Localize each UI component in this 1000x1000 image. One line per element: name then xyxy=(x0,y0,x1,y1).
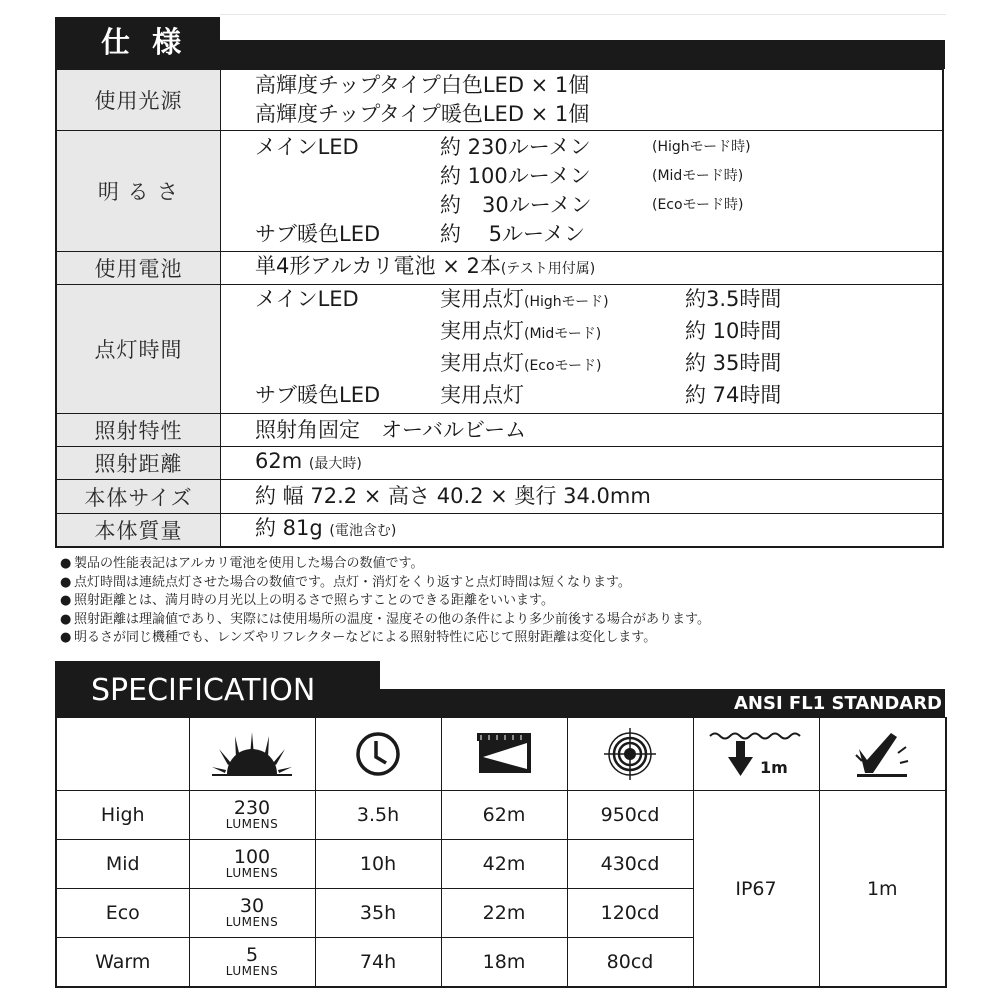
mode-note: (Highモード時) xyxy=(652,139,751,155)
distance-cell: 18m xyxy=(441,938,567,988)
note-item: ● 照射距離とは、満月時の月光以上の明るさで照らすことのできる距離をいいます。 xyxy=(60,593,554,608)
water-resistance-value: IP67 xyxy=(693,791,819,988)
note-item: ● 明るさが同じ機種でも、レンズやリフレクターなどによる照射特性に応じて照射距離は変化します。 xyxy=(60,630,657,645)
mode-label: Eco xyxy=(56,889,189,938)
runtime-time: 約 35時間 xyxy=(685,351,782,375)
led-name: サブ暖色LED xyxy=(255,383,381,407)
lumens-cell: 100 LUMENS xyxy=(189,840,315,889)
intensity-cell: 80cd xyxy=(567,938,693,988)
runtime-grid xyxy=(255,285,942,413)
runtime-time: 約 10時間 xyxy=(685,319,782,343)
mode-note: (Midモード時) xyxy=(652,168,744,184)
runtime-mode: 実用点灯(Highモード) xyxy=(440,287,609,311)
beam-distance-icon xyxy=(441,718,567,791)
spec-row-brightness xyxy=(56,131,943,252)
led-name: メインLED xyxy=(255,135,359,159)
runtime-mode: 実用点灯(Ecoモード) xyxy=(440,351,602,375)
row-value: 約 幅 72.2 × 高さ 40.2 × 奥行 34.0mm xyxy=(221,480,944,514)
spec-row-size xyxy=(56,480,943,514)
run-time-icon xyxy=(315,718,441,791)
led-name xyxy=(255,317,440,349)
runtime-cell: 35h xyxy=(315,889,441,938)
mode-label: Mid xyxy=(56,840,189,889)
runtime-cell: 10h xyxy=(315,840,441,889)
top-divider xyxy=(220,14,946,15)
lumens-cell: 230 LUMENS xyxy=(189,791,315,840)
impact-resistance-value: 1m xyxy=(819,791,946,988)
spec-row-weight xyxy=(56,514,943,548)
row-value: 照射角固定 オーバルビーム xyxy=(221,414,944,447)
light-source-line: 高輝度チップタイプ暖色LED × 1個 xyxy=(255,102,590,126)
distance-cell: 62m xyxy=(441,791,567,840)
row-label: 照射特性 xyxy=(56,414,221,447)
distance-cell: 42m xyxy=(441,840,567,889)
row-label: 使用光源 xyxy=(56,70,221,131)
row-value: 62m (最大時) xyxy=(221,447,944,480)
brightness-grid xyxy=(255,133,942,249)
runtime-cell: 3.5h xyxy=(315,791,441,840)
mode-label: High xyxy=(56,791,189,840)
spec-en-table xyxy=(55,717,947,988)
led-name xyxy=(255,162,440,191)
mode-row-high xyxy=(56,791,946,840)
runtime-cell: 74h xyxy=(315,938,441,988)
spec-jp-title: 仕 様 xyxy=(55,17,220,67)
spec-row-beam-type xyxy=(56,414,943,447)
impact-resistance-icon xyxy=(819,718,946,791)
row-label: 照射距離 xyxy=(56,447,221,480)
led-name xyxy=(255,191,440,220)
row-value xyxy=(221,70,944,131)
spec-row-beam-distance xyxy=(56,447,943,480)
water-resistance-icon xyxy=(693,718,819,791)
lumen-value: 約 30ルーメン xyxy=(440,193,592,217)
intensity-cell: 430cd xyxy=(567,840,693,889)
note-item: ● 製品の性能表記はアルカリ電池を使用した場合の数値です。 xyxy=(60,556,424,571)
runtime-time: 約3.5時間 xyxy=(685,287,782,311)
water-icon-label: 1m xyxy=(760,758,788,777)
mode-note xyxy=(640,220,942,249)
spec-en-title: SPECIFICATION xyxy=(55,661,380,717)
peak-beam-intensity-icon xyxy=(567,718,693,791)
row-label: 本体サイズ xyxy=(56,480,221,514)
mode-note: (Ecoモード時) xyxy=(652,197,744,213)
row-value xyxy=(221,131,944,252)
led-name: メインLED xyxy=(255,287,359,311)
battery-note: (テスト用付属) xyxy=(500,261,596,277)
runtime-time: 約 74時間 xyxy=(685,383,782,407)
lumens-cell: 30 LUMENS xyxy=(189,889,315,938)
light-output-icon xyxy=(189,718,315,791)
spec-row-runtime xyxy=(56,285,943,414)
battery-value: 単4形アルカリ電池 × 2本 xyxy=(255,254,501,278)
row-value xyxy=(221,285,944,414)
led-name xyxy=(255,349,440,381)
row-label: 点灯時間 xyxy=(56,285,221,414)
led-name: サブ暖色LED xyxy=(255,222,381,246)
row-label: 使用電池 xyxy=(56,252,221,285)
spec-row-light-source xyxy=(56,70,943,131)
lumen-value: 約 230ルーメン xyxy=(440,135,591,159)
runtime-mode: 実用点灯(Midモード) xyxy=(440,319,602,343)
spec-notes xyxy=(60,555,710,648)
distance-cell: 22m xyxy=(441,889,567,938)
icon-row xyxy=(56,718,946,791)
lumen-value: 約 100ルーメン xyxy=(440,164,591,188)
note-item: ● 点灯時間は連続点灯させた場合の数値です。点灯・消灯をくり返すと点灯時間は短くなります。 xyxy=(60,574,631,590)
row-label: 明 る さ xyxy=(56,131,221,252)
spec-jp-table xyxy=(55,69,944,548)
runtime-mode: 実用点灯 xyxy=(440,383,524,407)
light-source-line: 高輝度チップタイプ白色LED × 1個 xyxy=(255,73,590,97)
intensity-cell: 120cd xyxy=(567,889,693,938)
mode-label: Warm xyxy=(56,938,189,988)
intensity-cell: 950cd xyxy=(567,791,693,840)
lumens-cell: 5 LUMENS xyxy=(189,938,315,988)
lumen-value: 約 5ルーメン xyxy=(440,222,585,246)
row-value xyxy=(221,252,944,285)
corner-cell xyxy=(56,718,189,791)
spec-row-battery xyxy=(56,252,943,285)
row-value: 約 81g (電池含む) xyxy=(221,514,944,548)
note-item: ● 照射距離は理論値であり、実際には使用場所の温度・湿度その他の条件により多少前後する場合があります。 xyxy=(60,611,710,627)
row-label: 本体質量 xyxy=(56,514,221,548)
ansi-standard-label: ANSI FL1 STANDARD xyxy=(734,693,942,714)
